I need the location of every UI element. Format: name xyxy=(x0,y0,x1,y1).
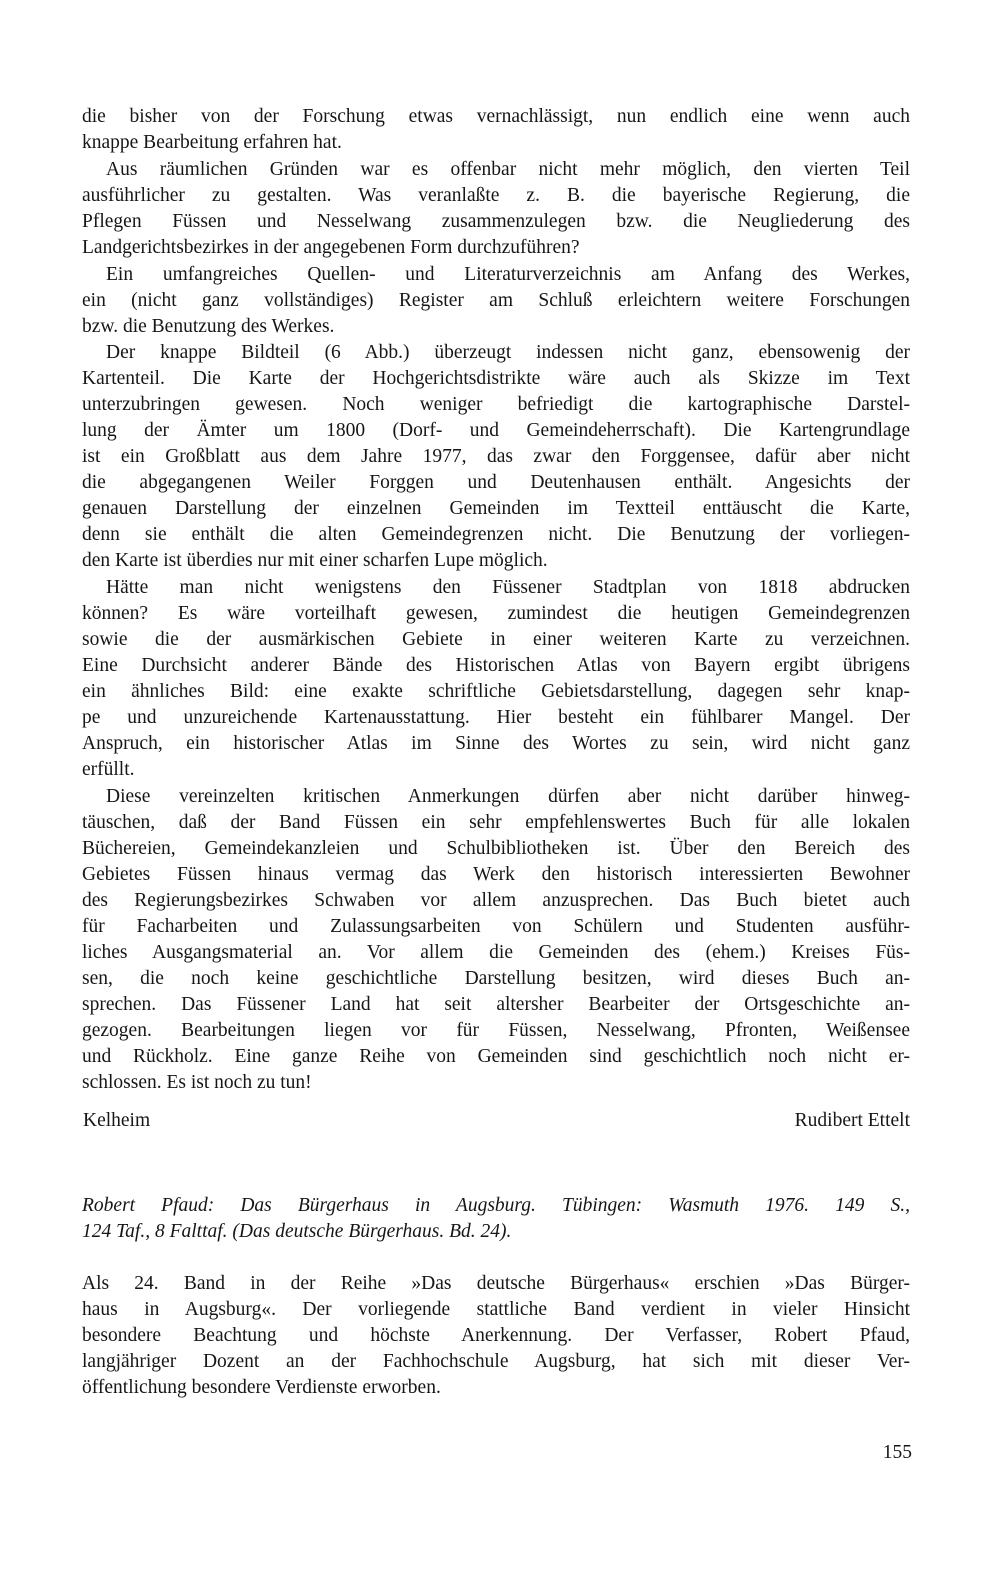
text-line: Gebietes Füssen hinaus vermag das Werk den historisch interessierten Bewohner xyxy=(82,864,910,885)
text-line: besondere Beachtung und höchste Anerkennung. Der Verfasser, Robert Pfaud, xyxy=(82,1325,910,1346)
page-number: 155 xyxy=(882,1442,912,1463)
text-line: denn sie enthält die alten Gemeindegrenzen nicht. Die Benutzung der vorliegen- xyxy=(82,524,910,545)
text-line: Hätte man nicht wenigstens den Füssener Stadtplan von 1818 abdrucken xyxy=(106,577,910,598)
text-line: Diese vereinzelten kritischen Anmerkungen dürfen aber nicht darüber hinweg- xyxy=(106,786,910,807)
text-line: langjähriger Dozent an der Fachhochschule Augsburg, hat sich mit dieser Ver- xyxy=(82,1351,910,1372)
text-line: die abgegangenen Weiler Forggen und Deutenhausen enthält. Angesichts der xyxy=(82,472,910,493)
text-line: liches Ausgangsmaterial an. Vor allem die Gemeinden des (ehem.) Kreises Füs- xyxy=(82,942,910,963)
text-line: den Karte ist überdies nur mit einer scharfen Lupe möglich. xyxy=(82,550,548,571)
text-line: Aus räumlichen Gründen war es offenbar nicht mehr möglich, den vierten Teil xyxy=(106,159,910,180)
text-line: und Rückholz. Eine ganze Reihe von Gemeinden sind geschichtlich noch nicht er- xyxy=(82,1046,910,1067)
text-line: pe und unzureichende Kartenausstattung. Hier besteht ein fühlbarer Mangel. Der xyxy=(82,707,910,728)
text-line: lung der Ämter um 1800 (Dorf- und Gemeindeherrschaft). Die Kartengrundlage xyxy=(82,420,910,441)
text-line: Als 24. Band in der Reihe »Das deutsche Bürgerhaus« erschien »Das Bürger- xyxy=(82,1273,910,1294)
text-line: unterzubringen gewesen. Noch weniger befriedigt die kartographische Darstel- xyxy=(82,394,910,415)
text-line: Anspruch, ein historischer Atlas im Sinne des Wortes zu sein, wird nicht ganz xyxy=(82,733,910,754)
text-line: erfüllt. xyxy=(82,759,135,780)
text-line: Der knappe Bildteil (6 Abb.) überzeugt indessen nicht ganz, ebensowenig der xyxy=(106,342,910,363)
text-line: ein ähnliches Bild: eine exakte schriftliche Gebietsdarstellung, dagegen sehr knap- xyxy=(82,681,910,702)
signature-place: Kelheim xyxy=(83,1110,151,1131)
text-line: die bisher von der Forschung etwas vernachlässigt, nun endlich eine wenn auch xyxy=(82,106,910,127)
text-line: sprechen. Das Füssener Land hat seit altersher Bearbeiter der Ortsgeschichte an- xyxy=(82,994,910,1015)
text-line: ausführlicher zu gestalten. Was veranlaßte z. B. die bayerische Regierung, die xyxy=(82,185,910,206)
text-line: des Regierungsbezirkes Schwaben vor allem anzusprechen. Das Buch bietet auch xyxy=(82,890,910,911)
text-line: Büchereien, Gemeindekanzleien und Schulbibliotheken ist. Über den Bereich des xyxy=(82,838,910,859)
text-line: ein (nicht ganz vollständiges) Register am Schluß erleichtern weitere Forschungen xyxy=(82,290,910,311)
text-line: gezogen. Bearbeitungen liegen vor für Füssen, Nesselwang, Pfronten, Weißensee xyxy=(82,1020,910,1041)
text-line: Landgerichtsbezirkes in der angegebenen Form durchzuführen? xyxy=(82,237,580,258)
text-line: Kartenteil. Die Karte der Hochgerichtsdistrikte wäre auch als Skizze im Text xyxy=(82,368,910,389)
text-line: genauen Darstellung der einzelnen Gemeinden im Textteil enttäuscht die Karte, xyxy=(82,498,910,519)
text-line: Pflegen Füssen und Nesselwang zusammenzulegen bzw. die Neugliederung des xyxy=(82,211,910,232)
text-line: sowie die der ausmärkischen Gebiete in einer weiteren Karte zu verzeichnen. xyxy=(82,629,910,650)
text-line: Eine Durchsicht anderer Bände des Historischen Atlas von Bayern ergibt übrigens xyxy=(82,655,910,676)
text-line: sen, die noch keine geschichtliche Darstellung besitzen, wird dieses Buch an- xyxy=(82,968,910,989)
text-line: schlossen. Es ist noch zu tun! xyxy=(82,1072,312,1093)
citation-line: Robert Pfaud: Das Bürgerhaus in Augsburg. Tübingen: Wasmuth 1976. 149 S., xyxy=(82,1195,910,1216)
text-line: ist ein Großblatt aus dem Jahre 1977, das zwar den Forggensee, dafür aber nicht xyxy=(82,446,910,467)
text-line: öffentlichung besondere Verdienste erworben. xyxy=(82,1377,441,1398)
text-line: täuschen, daß der Band Füssen ein sehr empfehlenswertes Buch für alle lokalen xyxy=(82,812,910,833)
text-line: können? Es wäre vorteilhaft gewesen, zumindest die heutigen Gemeindegrenzen xyxy=(82,603,910,624)
text-line: knappe Bearbeitung erfahren hat. xyxy=(82,132,342,153)
text-line: Ein umfangreiches Quellen- und Literaturverzeichnis am Anfang des Werkes, xyxy=(106,264,910,285)
citation-line: 124 Taf., 8 Falttaf. (Das deutsche Bürgerhaus. Bd. 24). xyxy=(82,1221,512,1242)
text-line: haus in Augsburg«. Der vorliegende stattliche Band verdient in vieler Hinsicht xyxy=(82,1299,910,1320)
text-line: für Facharbeiten und Zulassungsarbeiten von Schülern und Studenten ausführ- xyxy=(82,916,910,937)
text-line: bzw. die Benutzung des Werkes. xyxy=(82,316,335,337)
signature-author: Rudibert Ettelt xyxy=(794,1110,910,1131)
